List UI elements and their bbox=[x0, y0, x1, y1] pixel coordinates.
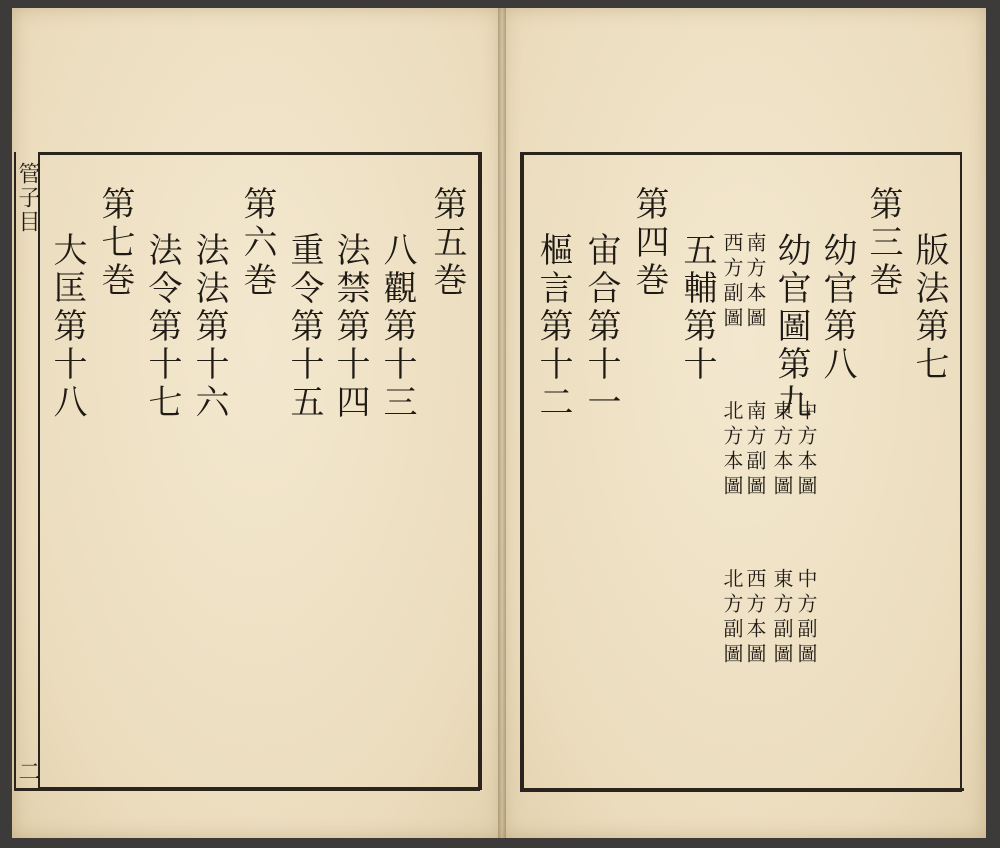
toc-column: 第五巻 bbox=[427, 186, 467, 300]
toc-column: 五輔第十 bbox=[677, 232, 717, 384]
book-margin-title: 管子目 bbox=[15, 162, 40, 234]
book-gutter bbox=[498, 8, 506, 838]
figure-note: 南方本圖 bbox=[743, 232, 767, 332]
toc-column: 宙合第十一 bbox=[581, 232, 621, 422]
figure-note: 東方副圖 bbox=[770, 568, 794, 668]
toc-column: 法法第十六 bbox=[189, 232, 229, 422]
left-margin-rule bbox=[14, 152, 16, 788]
right-margin-rule bbox=[960, 152, 962, 792]
figure-note: 西方本圖 bbox=[743, 568, 767, 668]
figure-note: 西方副圖 bbox=[720, 232, 744, 332]
right-bottom-rule bbox=[520, 788, 964, 791]
toc-column: 樞言第十二 bbox=[533, 232, 573, 422]
figure-note: 南方副圖 bbox=[743, 400, 767, 500]
toc-column: 幼官圖第九 bbox=[771, 232, 811, 422]
figure-note: 北方本圖 bbox=[720, 400, 744, 500]
toc-column: 第六巻 bbox=[237, 186, 277, 300]
toc-column: 八觀第十三 bbox=[377, 232, 417, 422]
toc-column: 幼官第八 bbox=[817, 232, 857, 384]
toc-column: 法禁第十四 bbox=[330, 232, 370, 422]
toc-column: 第三巻 bbox=[863, 186, 903, 300]
toc-column: 第四巻 bbox=[629, 186, 669, 300]
figure-note: 北方副圖 bbox=[720, 568, 744, 668]
figure-note: 中方副圖 bbox=[794, 568, 818, 668]
figure-note: 中方本圖 bbox=[794, 400, 818, 500]
left-bottom-rule bbox=[14, 788, 480, 791]
toc-column: 重令第十五 bbox=[284, 232, 324, 422]
toc-column: 法令第十七 bbox=[142, 232, 182, 422]
toc-column: 大匡第十八 bbox=[47, 232, 87, 422]
folio-number: 二 bbox=[15, 760, 40, 784]
toc-column: 第七巻 bbox=[95, 186, 135, 300]
toc-column: 版法第七 bbox=[909, 232, 949, 384]
figure-note: 東方本圖 bbox=[770, 400, 794, 500]
